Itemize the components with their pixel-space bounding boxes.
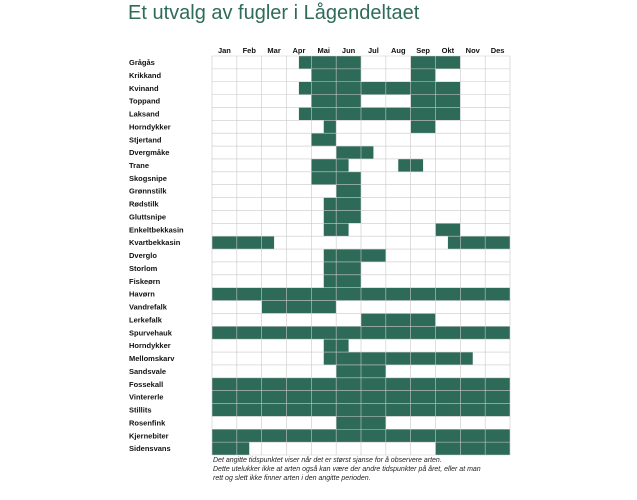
month-label: Mai bbox=[317, 46, 331, 55]
bird-label: Vintererle bbox=[129, 392, 164, 402]
bird-label: Stillits bbox=[129, 405, 152, 415]
presence-bar bbox=[436, 442, 511, 455]
presence-bar bbox=[361, 313, 436, 326]
presence-bar bbox=[324, 262, 361, 275]
month-label: Sep bbox=[416, 46, 430, 55]
month-label: Feb bbox=[242, 46, 256, 55]
month-label: Nov bbox=[465, 46, 480, 55]
bird-label: Grønnstilk bbox=[129, 186, 167, 196]
presence-bar bbox=[411, 69, 436, 82]
footnote-line-2: Dette utelukker ikke at arten også kan være der andre tidspunkter på året, eller at man bbox=[213, 466, 481, 473]
bird-label: Fossekall bbox=[129, 379, 164, 389]
presence-bar bbox=[336, 185, 361, 198]
presence-bar bbox=[262, 301, 337, 314]
bird-label: Sidensvans bbox=[129, 444, 171, 454]
presence-bar bbox=[324, 120, 336, 133]
presence-bar bbox=[299, 107, 460, 120]
bird-label: Dvergmåke bbox=[129, 148, 170, 158]
presence-bar bbox=[336, 146, 373, 159]
presence-bar bbox=[448, 236, 510, 249]
footnote-line-1: Det angitte tidspunktet viser når det er størst sjanse for å observere arten. bbox=[213, 457, 442, 464]
bird-label: Kvartbekkasin bbox=[129, 238, 181, 248]
bird-label: Stjertand bbox=[129, 135, 162, 145]
bird-label: Horndykker bbox=[129, 122, 171, 132]
bird-label: Horndykker bbox=[129, 341, 171, 351]
bird-label: Kjernebiter bbox=[129, 431, 169, 441]
bird-label: Lerkefalk bbox=[129, 315, 162, 325]
bird-label: Skogsnipe bbox=[129, 173, 167, 183]
bird-label: Toppand bbox=[129, 96, 161, 106]
footnote bbox=[213, 456, 533, 483]
bird-label: Dverglo bbox=[129, 251, 157, 261]
presence-bar bbox=[411, 120, 436, 133]
bird-label: Laksand bbox=[129, 109, 160, 119]
bird-label: Fiskeørn bbox=[129, 276, 161, 286]
bird-label: Trane bbox=[129, 161, 150, 171]
bird-label: Storlom bbox=[129, 263, 158, 273]
chart-title: Et utvalg av fugler i Lågendeltaet bbox=[128, 2, 420, 24]
presence-bar bbox=[212, 236, 274, 249]
presence-bar bbox=[311, 159, 348, 172]
presence-bar bbox=[212, 442, 249, 455]
presence-bar bbox=[436, 223, 461, 236]
bird-label: Enkeltbekkasin bbox=[129, 225, 184, 235]
month-label: Apr bbox=[292, 46, 306, 55]
month-label: Okt bbox=[441, 46, 455, 55]
presence-bar bbox=[324, 275, 361, 288]
bird-label: Havørn bbox=[129, 289, 155, 299]
presence-bar bbox=[324, 210, 361, 223]
bird-label: Rosenfink bbox=[129, 418, 166, 428]
month-label: Aug bbox=[390, 46, 406, 55]
month-label: Mar bbox=[267, 46, 281, 55]
presence-bar bbox=[324, 198, 361, 211]
month-label: Des bbox=[490, 46, 505, 55]
bird-label: Kvinand bbox=[129, 83, 159, 93]
bird-label: Rødstilk bbox=[129, 199, 159, 209]
bird-label: Spurvehauk bbox=[129, 328, 172, 338]
presence-bar bbox=[311, 133, 336, 146]
month-label: Jun bbox=[341, 46, 356, 55]
bird-label: Mellomskarv bbox=[129, 354, 175, 364]
bird-label: Gluttsnipe bbox=[129, 212, 167, 222]
bird-label: Vandrefalk bbox=[129, 302, 167, 312]
bird-label: Grågås bbox=[129, 58, 155, 68]
presence-bar bbox=[324, 249, 386, 262]
presence-bar bbox=[299, 56, 361, 69]
month-label: Jul bbox=[367, 46, 379, 55]
presence-bar bbox=[299, 82, 460, 95]
bird-label: Krikkand bbox=[129, 70, 162, 80]
bird-label: Sandsvale bbox=[129, 366, 167, 376]
presence-bar bbox=[324, 352, 473, 365]
month-label: Jan bbox=[217, 46, 231, 55]
footnote-line-3: rett og slett ikke finner arten i den angitte perioden. bbox=[213, 475, 371, 482]
